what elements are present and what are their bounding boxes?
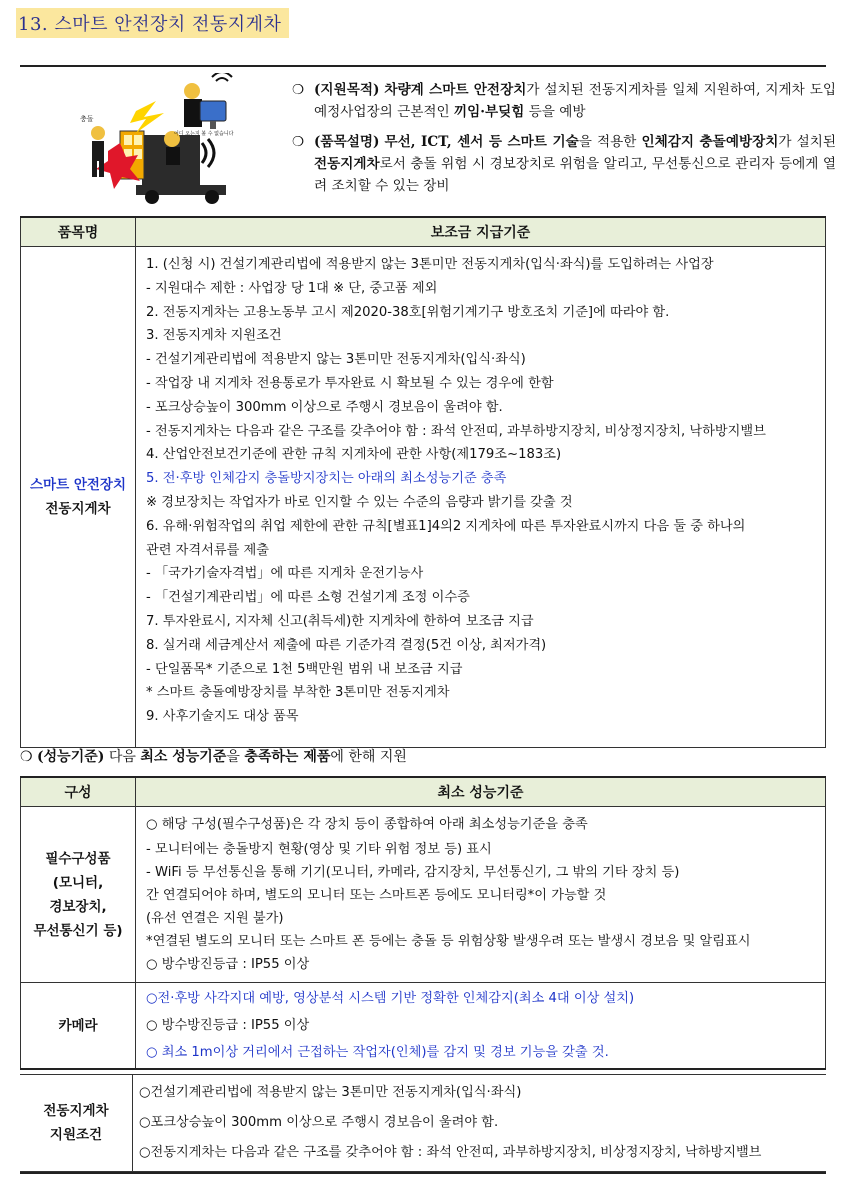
criteria-line: - 건설기계관리법에 적용받지 않는 3톤미만 전동지게차(입식·좌식) [146, 352, 526, 368]
item-name-cell [21, 247, 136, 748]
criteria-line: 1. (신청 시) 건설기계관리법에 적용받지 않는 3톤미만 전동지게차(입식·좌식)를 도입하려는 사업장 [146, 257, 714, 272]
criteria-line: ○ 방수방진등급 : IP55 이상 [146, 957, 310, 972]
purpose-bold-2: 끼임·부딪힘 [453, 104, 525, 120]
item-name-line-1: 스마트 안전장치 [30, 477, 126, 493]
condition-line: ○건설기계관리법에 적용받지 않는 3톤미만 전동지게차(입식·좌식) [139, 1085, 522, 1100]
section-title: 13. 스마트 안전장치 전동지게차 [16, 8, 289, 38]
criteria-line: 8. 실거래 세금계산서 제출에 따른 기준가격 결정(5건 이상, 최저가격) [146, 637, 547, 653]
section-divider [20, 1068, 826, 1070]
criteria-line: 9. 사후기술지도 대상 품목 [146, 709, 299, 725]
intro-purpose [292, 79, 836, 123]
desc-bold-3: 전동지게차 [314, 156, 380, 172]
intro-box [20, 65, 836, 209]
collision-label: 충돌 [80, 115, 94, 123]
component-name-line: 필수구성품 [45, 850, 111, 867]
criteria-line: 6. 유해·위험작업의 취업 제한에 관한 규칙[별표1]4의2 지게차에 따른 투자완료시까지 다음 둘 중 하나의 [146, 518, 746, 534]
purpose-text-2: 등을 예방 [524, 104, 586, 120]
desc-text-2: 가 설치된 [778, 134, 836, 150]
criteria-line: - 전동지게차는 다음과 같은 구조를 갖추어야 함 : 좌석 안전띠, 과부하방지장치, 비상정지장치, 낙하방지밸브 [146, 423, 766, 439]
criteria-line: 관련 자격서류를 제출 [146, 542, 270, 558]
item-name-line-2: 전동지게차 [45, 501, 111, 517]
criteria-line: ○ 해당 구성(필수구성품)은 각 장치 등이 종합하여 아래 최소성능기준을 충족 [146, 817, 588, 832]
caption-text: 어디 오는지 볼 수 없습니다 [174, 131, 234, 137]
bullet-icon: ❍ [292, 82, 305, 98]
criteria-line: - 지원대수 제한 : 사업장 당 1대 ※ 단, 중고품 제외 [146, 280, 438, 296]
note-text: 을 [226, 749, 245, 765]
note-key: (성능기준) [37, 749, 105, 765]
conditions-name-line: 전동지게차 [43, 1103, 109, 1119]
camera-criteria-cell [136, 983, 826, 1069]
purpose-key: (지원목적) [314, 82, 380, 98]
bullet-icon: ❍ [20, 749, 38, 765]
component-name-line: 무선통신기 등) [33, 922, 123, 939]
camera-name-cell [21, 983, 136, 1069]
intro-description [292, 131, 836, 197]
header-component: 구성 [21, 777, 136, 807]
criteria-line: (유선 연결은 지원 불가) [146, 911, 284, 926]
note-bold: 충족하는 제품 [244, 749, 331, 765]
purpose-bold-1: 차량계 스마트 안전장치 [384, 82, 527, 98]
purpose-text-1: 가 설치된 전동지게차를 일체 지원하여, 지게차 도입 예정사업장의 근본적인 [314, 82, 836, 120]
header-criteria: 보조금 지급기준 [136, 217, 826, 247]
criteria-line: *연결된 별도의 모니터 또는 스마트 폰 등에는 충돌 등 위험상황 발생우려 또는 발생시 경보음 및 알림표시 [146, 934, 751, 949]
desc-bold-2: 인체감지 충돌예방장치 [641, 134, 779, 150]
bullet-icon: ❍ [292, 134, 305, 150]
performance-note [20, 746, 407, 766]
component-name-line: (모니터, [52, 874, 104, 891]
note-text: 다음 [104, 749, 141, 765]
criteria-cell [136, 247, 826, 748]
criteria-line: - 작업장 내 지게차 전용통로가 투자완료 시 확보될 수 있는 경우에 한함 [146, 375, 554, 391]
criteria-line: - 모니터에는 충돌방지 현황(영상 및 기타 위험 정보 등) 표시 [146, 842, 492, 857]
criteria-line: - 「건설기계관리법」에 따른 소형 건설기계 조정 이수증 [146, 590, 470, 606]
criteria-line: ※ 경보장치는 작업자가 바로 인지할 수 있는 수준의 음량과 밝기를 갖출 것 [146, 494, 573, 510]
support-conditions-table [20, 1074, 826, 1172]
desc-text-3: 로서 충돌 위험 시 경보장치로 위험을 알리고, 무선통신으로 관리자 등에게 열려 조치할 수 있는 장비 [314, 156, 836, 194]
conditions-name-cell [20, 1075, 133, 1172]
criteria-line: - 「국가기술자격법」에 따른 지게차 운전기능사 [146, 566, 424, 582]
criteria-line: 3. 전동지게차 지원조건 [146, 328, 282, 344]
desc-bold-1: 무선, ICT, 센서 등 스마트 기술 [384, 134, 579, 150]
conditions-name-line: 지원조건 [49, 1127, 103, 1143]
desc-key: (품목설명) [314, 134, 380, 150]
criteria-line: * 스마트 충돌예방장치를 부착한 3톤미만 전동지게차 [146, 685, 450, 701]
criteria-line-highlight: ○전·후방 사각지대 예방, 영상분석 시스템 기반 정확한 인체감지(최소 4대 이상 설치) [146, 991, 635, 1006]
condition-line: ○포크상승높이 300mm 이상으로 주행시 경보음이 울려야 함. [139, 1115, 499, 1130]
criteria-line: 2. 전동지게차는 고용노동부 고시 제2020-38호[위험기계기구 방호조치 기준]에 따라야 함. [146, 304, 670, 320]
camera-name: 카메라 [58, 1017, 98, 1034]
forklift-illustration [72, 73, 242, 205]
subsidy-criteria-table [20, 216, 826, 748]
component-criteria-cell [136, 807, 826, 983]
component-name-line: 경보장치, [49, 898, 107, 915]
desc-text-1: 을 적용한 [578, 134, 642, 150]
criteria-line-highlight: ○ 최소 1m이상 거리에서 근접하는 작업자(인체)를 감지 및 경보 기능을 갖출 것. [146, 1045, 609, 1060]
criteria-line: 4. 산업안전보건기준에 관한 규칙 지게차에 관한 사항(제179조~183조) [146, 447, 562, 463]
condition-line: ○전동지게차는 다음과 같은 구조를 갖추어야 함 : 좌석 안전띠, 과부하방지장치, 비상정지장치, 낙하방지밸브 [139, 1145, 762, 1160]
criteria-line: 7. 투자완료시, 지자체 신고(취득세)한 지게차에 한하여 보조금 지급 [146, 613, 534, 629]
conditions-cell [133, 1075, 827, 1172]
header-min-performance: 최소 성능기준 [136, 777, 826, 807]
performance-table [20, 776, 826, 1069]
header-item-name: 품목명 [21, 217, 136, 247]
component-name-cell [21, 807, 136, 983]
criteria-line-highlight: 5. 전·후방 인체감지 충돌방지장치는 아래의 최소성능기준 충족 [146, 471, 507, 487]
criteria-line: 간 연결되어야 하며, 별도의 모니터 또는 스마트폰 등에도 모니터링*이 가능할 것 [146, 888, 607, 903]
criteria-line: ○ 방수방진등급 : IP55 이상 [146, 1018, 310, 1033]
criteria-line: - 단일품목* 기준으로 1천 5백만원 범위 내 보조금 지급 [146, 661, 463, 677]
bottom-divider [20, 1172, 826, 1174]
criteria-line: - WiFi 등 무선통신을 통해 기기(모니터, 카메라, 감지장치, 무선통신기, 그 밖의 기타 장치 등) [146, 865, 680, 880]
criteria-line: - 포크상승높이 300mm 이상으로 주행시 경보음이 울려야 함. [146, 399, 503, 415]
note-text: 에 한해 지원 [330, 749, 407, 765]
note-bold: 최소 성능기준 [140, 749, 227, 765]
